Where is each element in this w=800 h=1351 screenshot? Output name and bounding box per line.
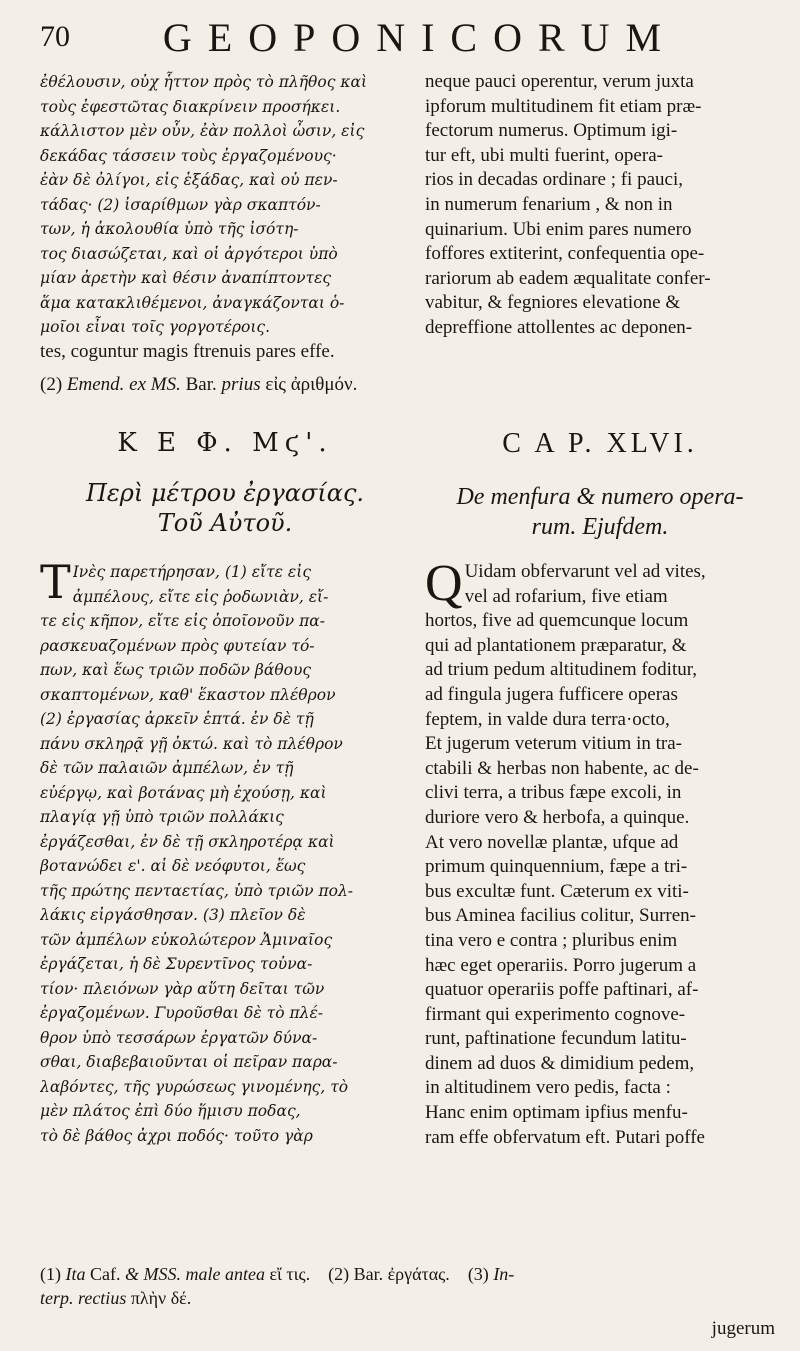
latin-tail-line: tes, coguntur magis ftrenuis pares effe. xyxy=(40,341,335,362)
chapter-number-greek: Κ Ε Φ. Μϛ'. xyxy=(117,428,333,458)
greek-line: σκαπτομένων, καθ' ἕκαστον πλέθρον xyxy=(40,685,336,704)
greek-line: τῶν ἀμπέλων εὐκολώτερον Ἀμιναῖος xyxy=(40,930,333,949)
greek-column-top xyxy=(40,70,410,340)
greek-line: ρασκευαζομένων πρὸς φυτείαν τό- xyxy=(40,636,315,655)
greek-line: τε εἰς κῆπον, εἴτε εἰς ὁποῖονοῦν πα- xyxy=(40,612,325,630)
greek-line: κάλλιστον μὲν οὖν, ἐὰν πολλοὶ ὦσιν, εἰς xyxy=(40,122,365,140)
note-greek: εἰς ἀριθμόν. xyxy=(265,374,358,395)
footnote-1-italic: Ita xyxy=(65,1264,86,1284)
greek-line: μίαν ἀρετὴν καὶ θέσιν ἀναπίπτοντες xyxy=(40,269,332,287)
page-number: 70 xyxy=(40,20,70,53)
chapter-title-latin-line1: De menfura & numero opera- xyxy=(456,484,744,510)
greek-line: τίον· πλειόνων γὰρ αὕτη δεῖται τῶν xyxy=(40,979,325,998)
footnote-line-1 xyxy=(40,1262,775,1286)
latin-line: Et jugerum veterum vitium in tra- xyxy=(425,733,682,755)
latin-line: neque pauci operentur, verum juxta xyxy=(425,71,694,92)
chapter-number-latin: C A P. XLVI. xyxy=(502,428,698,459)
greek-dropcap: Τ xyxy=(40,555,71,609)
latin-line: clivi terra, a tribus fæpe excoli, in xyxy=(425,782,682,804)
latin-line: ipforum multitudinem fit etiam præ- xyxy=(425,95,702,117)
greek-line: λαβόντες, τῆς γυρώσεως γινομένης, τὸ xyxy=(40,1077,349,1096)
latin-line: vel ad rofarium, five etiam xyxy=(464,585,668,607)
footnote-line-2 xyxy=(40,1286,775,1310)
chapter-title-latin-line2: rum. Ejufdem. xyxy=(531,514,669,540)
footnote-2-greek: ἐργάτας. xyxy=(387,1264,450,1284)
greek-line: μοῖοι εἶναι τοῖς γοργοτέροις. xyxy=(40,318,271,336)
latin-column-top xyxy=(425,70,775,341)
latin-line: ad trium pedum altitudinem foditur, xyxy=(425,659,698,681)
latin-line: hortos, five ad quemcunque locum xyxy=(425,610,689,632)
latin-line: runt, paftinatione fecundum latitu- xyxy=(425,1028,687,1050)
footnote-1-label: (1) xyxy=(40,1264,61,1284)
latin-line: duriore vero & herbofa, a quinque. xyxy=(425,806,690,828)
catchword: jugerum xyxy=(711,1318,775,1339)
chapter-title-greek-line1: Περὶ μέτρου ἐργασίας. xyxy=(85,479,365,507)
greek-line: τάδας· (2) ἰσαρίθμων γὰρ σκαπτόν- xyxy=(40,195,321,214)
latin-line: ctabili & herbas non habente, ac de- xyxy=(425,757,699,779)
latin-line: rios in decadas ordinare ; fi pauci, xyxy=(425,169,683,191)
greek-line: των, ἡ ἀκολουθία ὑπὸ τῆς ἰσότη- xyxy=(40,220,299,238)
greek-line: δεκάδας τάσσειν τοὺς ἐργαζομένους· xyxy=(40,146,337,165)
latin-line: bus Aminea facilius colitur, Surren- xyxy=(425,905,696,927)
greek-line: τος διασώζεται, καὶ οἱ ἀργότεροι ὑπὸ xyxy=(40,244,338,263)
greek-line: σθαι, διαβεβαιοῦνται οἱ πεῖραν παρα- xyxy=(40,1053,338,1071)
footnote-3-italic: In- xyxy=(493,1264,515,1284)
footnote-3-greek: πλὴν δέ. xyxy=(130,1288,192,1308)
greek-line: λάκις εἰργάσθησαν. (3) πλεῖον δὲ xyxy=(40,906,306,924)
latin-line: in numerum fenarium , & non in xyxy=(425,193,673,215)
footnotes xyxy=(40,1262,775,1310)
greek-line: ἐθέλουσιν, οὐχ ἧττον πρὸς τὸ πλῆθος καὶ xyxy=(40,73,368,91)
greek-line: Ινὲς παρετήρησαν, (1) εἴτε εἰς xyxy=(72,563,311,581)
greek-line: ἐργάζεται, ἡ δὲ Συρεντῖνος τοὐνα- xyxy=(40,955,313,973)
greek-line: τοὺς ἐφεστῶτας διακρίνειν προσήκει. xyxy=(40,97,341,116)
chapter-title-greek-line2: Τοῦ Αὐτοῦ. xyxy=(157,509,293,537)
footnote-2-text: Bar. xyxy=(353,1264,384,1284)
greek-line: θρον ὑπὸ τεσσάρων ἐργατῶν δύνα- xyxy=(40,1028,318,1047)
footnote-1-italic2: & MSS. male antea xyxy=(125,1264,265,1284)
latin-line: At vero novellæ plantæ, ufque ad xyxy=(425,831,679,853)
latin-line: tina vero e contra ; pluribus enim xyxy=(425,929,678,951)
latin-line: quatuor operariis poffe paftinari, af- xyxy=(425,979,699,1001)
greek-line: ἅμα κατακλιθέμενοι, ἀναγκάζονται ὁ- xyxy=(40,293,345,312)
footnote-2-label: (2) xyxy=(328,1264,350,1284)
greek-column-body xyxy=(40,555,410,1148)
latin-line: firmant qui experimento cognove- xyxy=(425,1003,686,1025)
footnote-3-label: (3) xyxy=(467,1264,489,1284)
latin-line: Hanc enim optimam ipfius menfu- xyxy=(425,1102,688,1124)
latin-line: depreffione attollentes ac deponen- xyxy=(425,316,693,338)
greek-line: ἀμπέλους, εἴτε εἰς ῥοδωνιὰν, εἴ- xyxy=(72,587,329,606)
greek-line: πλαγίᾳ γῇ ὑπὸ τριῶν πολλάκις xyxy=(40,808,284,826)
greek-line: ἐὰν δὲ ὀλίγοι, εἰς ἑξάδας, καὶ οὐ πεν- xyxy=(40,171,338,189)
latin-line: foffores extiterint, confequentia ope- xyxy=(425,243,705,265)
greek-line: (2) ἐργασίας ἀρκεῖν ἑπτά. ἐν δὲ τῇ xyxy=(40,710,314,728)
footnote-1-greek: εἴ τις. xyxy=(269,1264,311,1284)
greek-line: μὲν πλάτος ἐπὶ δύο ἥμισυ ποδας, xyxy=(40,1102,301,1120)
latin-column-body xyxy=(425,555,775,1150)
latin-line: vabitur, & fegniores elevatione & xyxy=(425,292,681,314)
latin-line: tur eft, ubi multi fuerint, opera- xyxy=(425,144,663,166)
greek-line: ἐργαζομένων. Γυροῦσθαι δὲ τὸ πλέ- xyxy=(40,1004,324,1022)
note-text: Bar. xyxy=(185,374,217,395)
page-header xyxy=(40,14,760,60)
latin-line: qui ad plantationem præparatur, & xyxy=(425,634,687,656)
note-italic-prius: prius xyxy=(221,374,261,395)
latin-line: primum quinquennium, fæpe a tri- xyxy=(425,856,688,878)
latin-line: quinarium. Ubi enim pares numero xyxy=(425,218,692,240)
latin-line: hæc eget operariis. Porro jugerum a xyxy=(425,954,697,976)
latin-line: ram effe obfervatum eft. Putari poffe xyxy=(425,1126,705,1148)
greek-line: ἐργάζεσθαι, ἐν δὲ τῇ σκληροτέρᾳ καὶ xyxy=(40,832,335,851)
greek-line: πάνυ σκληρᾷ γῇ ὀκτώ. καὶ τὸ πλέθρον xyxy=(40,734,343,753)
footnote-3-italic-cont: terp. rectius xyxy=(40,1288,127,1308)
latin-dropcap: Q xyxy=(425,555,463,612)
emendation-note xyxy=(40,374,775,396)
latin-line: fectorum numerus. Optimum igi- xyxy=(425,120,678,142)
latin-line: dinem ad duos & dimidium pedem, xyxy=(425,1052,695,1074)
footnote-1-text: Caf. xyxy=(90,1264,121,1284)
note-label: (2) xyxy=(40,374,63,395)
latin-line: rariorum ab eadem æqualitate confer- xyxy=(425,267,711,289)
greek-line: δὲ τῶν παλαιῶν ἀμπέλων, ἐν τῇ xyxy=(40,759,294,777)
greek-line: πων, καὶ ἕως τριῶν ποδῶν βάθους xyxy=(40,661,312,679)
chapter-title-latin xyxy=(425,482,775,542)
greek-line: βοτανώδει ε'. αἱ δὲ νεόφυτοι, ἕως xyxy=(40,857,306,875)
chapter-title-greek xyxy=(40,478,410,538)
latin-line: ad fingula jugera fufficere operas xyxy=(425,683,678,705)
greek-line: τὸ δὲ βάθος ἀχρι ποδός· τοῦτο γὰρ xyxy=(40,1126,313,1145)
latin-line: bus excultæ funt. Cæterum ex viti- xyxy=(425,880,689,902)
running-title: GEOPONICORUM xyxy=(162,15,678,60)
latin-line: Uidam obfervarunt vel ad vites, xyxy=(464,561,706,582)
latin-line: feptem, in valde dura terra·octo, xyxy=(425,708,670,730)
greek-line: τῆς πρώτης πενταετίας, ὑπὸ τριῶν πολ- xyxy=(40,881,354,900)
latin-line: in altitudinem vero pedis, facta : xyxy=(425,1077,671,1099)
greek-line: εὐέργῳ, καὶ βοτάνας μὴ ἐχούσῃ, καὶ xyxy=(40,783,327,802)
note-italic: Emend. ex MS. xyxy=(66,374,181,395)
